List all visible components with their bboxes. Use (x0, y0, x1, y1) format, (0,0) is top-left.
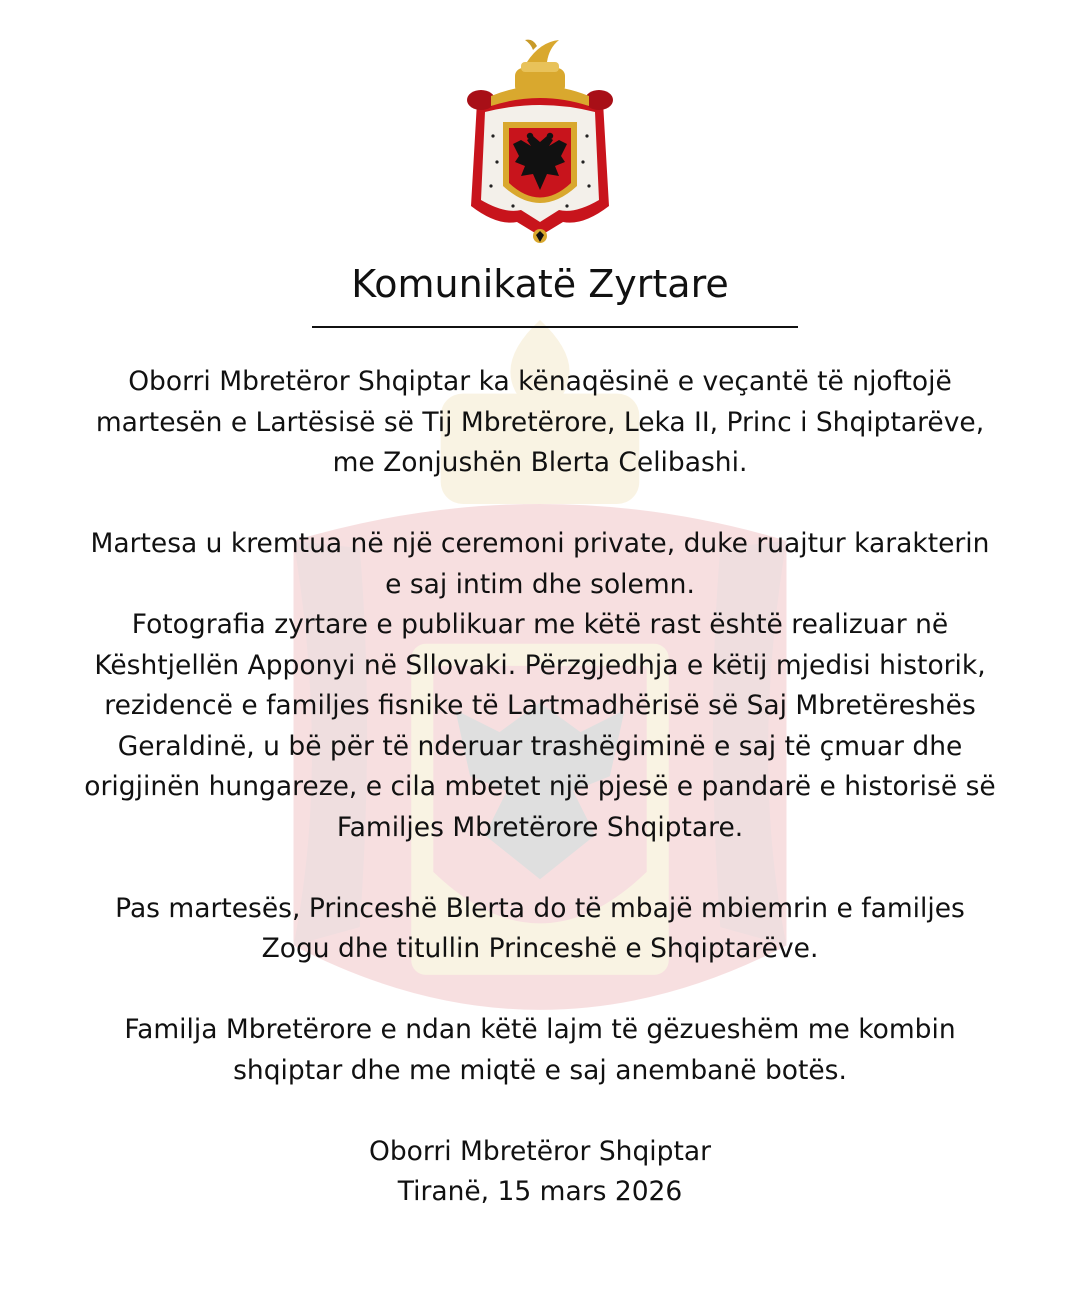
paragraph-line: origjinën hungareze, e cila mbetet një pjesë e pandarë e historisë së (84, 771, 996, 802)
page-title: Komunikatë Zyrtare (351, 262, 729, 306)
paragraph-line: Zogu dhe titullin Princeshë e Shqiptarëve. (261, 933, 819, 964)
paragraph-line: Fotografia zyrtare e publikuar me këtë rast është realizuar në (131, 609, 949, 640)
paragraph-line: me Zonjushën Blerta Celibashi. (332, 447, 748, 478)
paragraph-line: Familja Mbretërore e ndan këtë lajm të gëzueshëm me kombin (124, 1014, 956, 1045)
paragraph-line: Pas martesës, Princeshë Blerta do të mbajë mbiemrin e familjes (115, 892, 965, 924)
paragraph-gap (40, 848, 1040, 889)
paragraph-gap (40, 484, 1040, 525)
paragraph-line: Oborri Mbretëror Shqiptar ka kënaqësinë e veçantë të njoftojë (128, 366, 952, 397)
signature-issuer: Oborri Mbretëror Shqiptar (369, 1135, 711, 1167)
paragraph-line: Martesa u kremtua në një ceremoni private, duke ruajtur karakterin (90, 528, 990, 559)
paragraph-line: e saj intim dhe solemn. (385, 568, 695, 600)
announcement-body (40, 362, 1040, 1213)
paragraph-line: Familjes Mbretërore Shqiptare. (336, 811, 744, 843)
paragraph-line: Geraldinë, u bë për të nderuar trashëgiminë e saj të çmuar dhe (117, 730, 963, 762)
paragraph-line: martesën e Lartësisë së Tij Mbretërore, Leka II, Princ i Shqiptarëve, (95, 406, 985, 438)
paragraph-gap (40, 970, 1040, 1011)
title-divider (312, 326, 798, 328)
signature-place-date: Tiranë, 15 mars 2026 (397, 1176, 683, 1207)
paragraph-line: rezidencë e familjes fisnike të Lartmadhërisë së Saj Mbretëreshës (104, 690, 976, 721)
albanian-royal-coat-of-arms-icon (463, 36, 617, 248)
paragraph-line: shqiptar dhe me miqtë e saj anembanë botës. (233, 1054, 847, 1086)
paragraph-gap (40, 1091, 1040, 1132)
paragraph-line: Kështjellën Apponyi në Sllovaki. Përzgjedhja e këtij mjedisi historik, (94, 649, 986, 681)
